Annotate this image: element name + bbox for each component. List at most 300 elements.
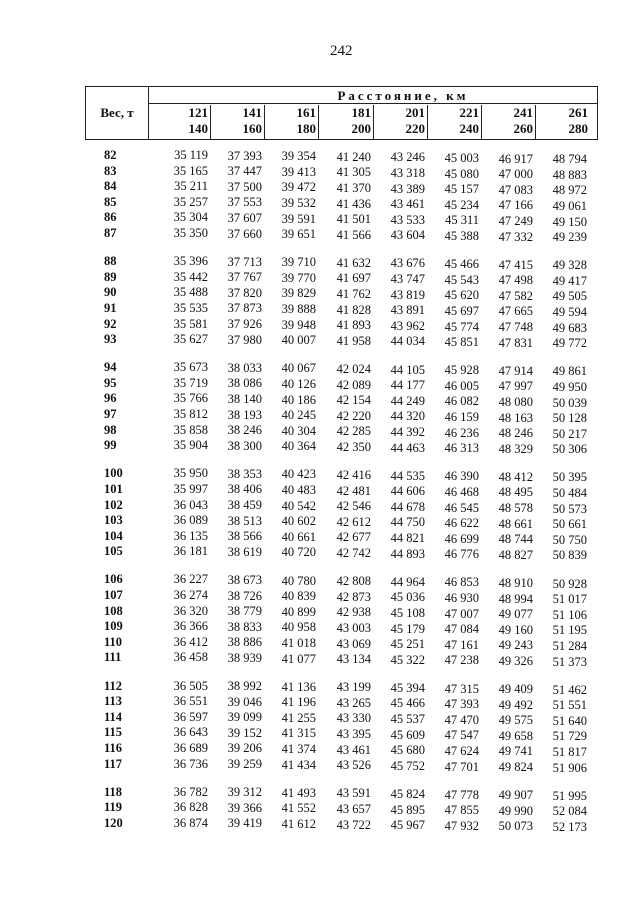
value-cell: 43 722 [336,817,371,832]
value-cell: 46 005 [444,378,479,393]
weight-cell: 93 [104,332,117,347]
value-cell: 42 220 [336,408,371,423]
value-cell: 36 366 [173,619,208,634]
table-row [0,603,640,622]
value-cell: 39 354 [281,149,316,164]
range-to: 200 [351,121,371,136]
value-cell: 50 039 [552,395,587,410]
value-cell: 37 500 [227,179,262,194]
value-cell: 48 883 [552,167,587,182]
value-cell: 47 624 [444,743,479,758]
value-cell: 39 259 [227,757,262,772]
value-cell: 50 573 [552,501,587,516]
value-cell: 44 463 [390,440,425,455]
table-row [0,634,640,653]
range-from: 181 [351,105,371,120]
table-row [0,254,640,273]
value-cell: 43 891 [390,303,425,318]
table-row [0,194,640,213]
value-cell: 35 719 [173,375,208,390]
value-cell: 37 607 [227,210,262,225]
range-to: 240 [459,121,479,136]
value-cell: 47 084 [444,622,479,637]
value-cell: 47 914 [498,363,533,378]
value-cell: 41 893 [336,318,371,333]
value-cell: 48 080 [498,394,533,409]
value-cell: 42 808 [336,574,371,589]
value-cell: 40 186 [281,392,316,407]
value-cell: 48 994 [498,591,533,606]
value-cell: 48 412 [498,469,533,484]
value-cell: 43 318 [390,165,425,180]
value-cell: 43 330 [336,711,371,726]
value-cell: 45 680 [390,743,425,758]
value-cell: 39 312 [227,785,262,800]
value-cell: 45 609 [390,727,425,742]
value-cell: 40 483 [281,483,316,498]
value-cell: 49 575 [498,713,533,728]
weight-cell: 92 [104,316,117,331]
weight-cell: 84 [104,179,117,194]
weight-cell: 116 [104,740,123,755]
value-cell: 47 007 [444,606,479,621]
value-cell: 36 135 [173,528,208,543]
value-cell: 42 612 [336,514,371,529]
value-cell: 47 166 [498,198,533,213]
value-cell: 35 858 [173,422,208,437]
value-cell: 49 409 [498,682,533,697]
value-cell: 44 750 [390,515,425,530]
value-cell: 36 597 [173,709,208,724]
value-cell: 49 741 [498,744,533,759]
value-cell: 51 106 [552,607,587,622]
value-cell: 41 632 [336,255,371,270]
page-number: 242 [330,43,353,59]
value-cell: 49 824 [498,760,533,775]
value-cell: 51 729 [552,729,587,744]
value-cell: 38 086 [227,376,262,391]
value-cell: 40 839 [281,589,316,604]
table-row [0,694,640,713]
value-cell: 45 251 [390,637,425,652]
value-cell: 49 594 [552,305,587,320]
range-to: 140 [188,121,208,136]
value-cell: 43 819 [390,287,425,302]
value-cell: 39 770 [281,270,316,285]
value-cell: 47 778 [444,787,479,802]
value-cell: 47 000 [498,167,533,182]
value-cell: 46 236 [444,425,479,440]
value-cell: 47 315 [444,681,479,696]
distance-column-header [319,105,374,139]
value-cell: 46 776 [444,547,479,562]
weight-cell: 89 [104,269,117,284]
table-row [0,422,640,441]
value-cell: 42 938 [336,605,371,620]
value-cell: 36 181 [173,544,208,559]
value-cell: 40 304 [281,423,316,438]
value-cell: 37 767 [227,270,262,285]
value-cell: 40 007 [281,333,316,348]
value-cell: 36 274 [173,588,208,602]
value-cell: 49 417 [552,273,587,288]
value-cell: 38 140 [227,391,262,406]
value-cell: 47 249 [498,213,533,228]
value-cell: 35 766 [173,391,208,406]
range-from: 241 [513,105,533,120]
value-cell: 37 820 [227,285,262,300]
value-cell: 42 285 [336,424,371,439]
value-cell: 47 415 [498,257,533,272]
value-cell: 39 206 [227,741,262,756]
value-cell: 42 154 [336,393,371,408]
value-cell: 47 665 [498,304,533,319]
weight-cell: 94 [104,360,117,375]
table-row [0,756,640,775]
value-cell: 42 416 [336,468,371,483]
range-to: 260 [513,121,533,136]
value-cell: 43 389 [390,181,425,196]
weight-cell: 90 [104,285,117,300]
value-cell: 41 018 [281,635,316,650]
weight-cell: 91 [104,300,117,315]
range-to: 180 [296,121,316,136]
table-row [0,179,640,198]
value-cell: 48 578 [498,501,533,516]
range-from: 221 [459,105,479,120]
table-row [0,226,640,245]
value-cell: 50 928 [552,576,587,591]
table-row [0,481,640,501]
value-cell: 52 173 [552,819,587,834]
value-cell: 43 246 [390,150,425,165]
value-cell: 37 660 [227,226,262,241]
value-cell: 45 967 [390,818,425,833]
distance-column-header [211,105,265,139]
value-cell: 36 782 [173,784,208,799]
value-cell: 49 861 [552,364,587,379]
value-cell: 43 962 [390,318,425,333]
value-cell: 39 413 [281,164,316,179]
value-cell: 48 329 [498,441,533,456]
table-row [0,725,640,744]
weight-cell: 114 [104,709,123,724]
value-cell: 43 747 [390,272,425,287]
value-cell: 35 535 [173,300,208,315]
value-cell: 40 661 [281,529,316,544]
weight-cell: 112 [104,678,123,693]
value-cell: 38 673 [227,572,262,587]
value-cell: 36 551 [173,694,208,709]
value-cell: 46 313 [444,441,479,456]
value-cell: 40 423 [281,467,316,482]
value-cell: 48 495 [498,485,533,500]
value-cell: 39 888 [281,302,316,317]
value-cell: 40 899 [281,604,316,619]
value-cell: 43 591 [336,786,371,801]
weight-cell: 118 [104,784,123,799]
value-cell: 41 315 [281,726,316,741]
weight-cell: 115 [104,725,123,740]
value-cell: 40 602 [281,514,316,529]
value-cell: 40 542 [281,498,316,513]
value-cell: 35 257 [173,194,208,209]
value-cell: 49 990 [498,803,533,818]
weight-cell: 85 [104,194,117,209]
range-from: 201 [405,105,425,120]
value-cell: 41 196 [281,695,316,710]
range-from: 141 [242,105,262,120]
value-cell: 46 082 [444,394,479,409]
value-cell: 41 305 [336,165,371,180]
weight-cell: 102 [104,497,123,512]
distance-column-header [374,105,428,139]
range-to: 280 [568,121,588,136]
value-cell: 49 326 [498,653,533,668]
value-cell: 49 150 [552,214,587,229]
value-cell: 48 972 [552,183,587,198]
value-cell: 51 195 [552,623,587,638]
value-cell: 43 461 [390,197,425,212]
table-row [0,740,640,760]
value-cell: 45 895 [390,802,425,817]
value-cell: 38 833 [227,619,262,634]
value-cell: 36 736 [173,756,208,771]
value-cell: 36 643 [173,725,208,740]
value-cell: 39 710 [281,255,316,270]
value-cell: 36 227 [173,572,208,587]
value-cell: 39 046 [227,694,262,709]
value-cell: 49 658 [498,728,533,743]
value-cell: 41 255 [281,710,316,725]
weight-cell: 111 [104,650,122,665]
value-cell: 50 395 [552,470,587,485]
value-cell: 45 774 [444,319,479,334]
table-row [0,784,640,803]
value-cell: 49 077 [498,607,533,622]
weight-cell: 83 [104,163,117,178]
value-cell: 41 958 [336,333,371,348]
value-cell: 50 217 [552,426,587,441]
distance-column-header [428,105,482,139]
value-cell: 46 930 [444,591,479,605]
table-row [0,588,640,607]
value-cell: 36 089 [173,513,208,528]
value-cell: 48 246 [498,426,533,441]
value-cell: 39 591 [281,211,316,226]
value-cell: 47 997 [498,379,533,394]
value-cell: 41 374 [281,742,316,757]
weight-cell: 105 [104,544,123,559]
value-cell: 51 462 [552,682,587,697]
value-cell: 35 488 [173,285,208,300]
range-from: 161 [296,105,316,120]
value-cell: 38 353 [227,466,262,481]
value-cell: 45 466 [390,696,425,711]
value-cell: 51 817 [552,745,587,760]
value-cell: 43 265 [336,695,371,710]
value-cell: 40 245 [281,408,316,423]
table-row [0,148,640,167]
table-row [0,678,640,697]
value-cell: 37 873 [227,301,262,316]
weight-column-header: Вес, т [86,87,149,139]
weight-cell: 103 [104,513,123,528]
value-cell: 35 673 [173,360,208,375]
value-cell: 41 612 [281,816,316,831]
value-cell: 45 466 [444,257,479,272]
table-row [0,407,640,426]
value-cell: 42 677 [336,530,371,545]
value-cell: 44 105 [390,362,425,377]
value-cell: 47 238 [444,653,479,668]
value-cell: 47 393 [444,697,479,712]
value-cell: 41 828 [336,302,371,317]
value-cell: 45 851 [444,335,479,350]
weight-cell: 104 [104,528,123,543]
value-cell: 42 089 [336,377,371,392]
table-row [0,709,640,728]
distance-column-header [265,105,319,139]
table-row [0,544,640,563]
value-cell: 35 812 [173,407,208,421]
value-cell: 47 161 [444,637,479,652]
value-cell: 41 697 [336,271,371,286]
value-cell: 52 084 [552,804,587,819]
value-cell: 47 701 [444,759,479,774]
value-cell: 45 752 [390,758,425,773]
value-cell: 44 034 [390,334,425,349]
value-cell: 36 458 [173,650,208,665]
weight-cell: 99 [104,438,117,453]
value-cell: 47 748 [498,320,533,335]
value-cell: 45 322 [390,652,425,667]
value-cell: 38 513 [227,513,262,528]
value-cell: 45 036 [390,590,425,605]
value-cell: 50 750 [552,532,587,547]
weight-cell: 108 [104,603,123,618]
value-cell: 43 604 [390,228,425,243]
value-cell: 41 436 [336,196,371,211]
value-cell: 51 551 [552,698,587,713]
distance-column-header [482,105,536,139]
value-cell: 45 928 [444,363,479,378]
value-cell: 46 853 [444,575,479,590]
weight-cell: 106 [104,572,123,587]
value-cell: 51 640 [552,713,587,728]
value-cell: 37 713 [227,254,262,269]
table-row [0,375,640,394]
value-cell: 46 622 [444,516,479,531]
table-row [0,528,640,547]
value-cell: 39 829 [281,286,316,301]
weight-cell: 88 [104,254,117,269]
value-cell: 44 893 [390,546,425,561]
weight-cell: 110 [104,634,123,649]
table-row [0,800,640,819]
value-cell: 40 126 [281,376,316,391]
value-cell: 45 108 [390,605,425,620]
value-cell: 35 165 [173,163,208,178]
value-cell: 39 419 [227,816,262,831]
value-cell: 45 234 [444,197,479,212]
value-cell: 47 582 [498,288,533,303]
value-cell: 45 179 [390,621,425,636]
value-cell: 51 017 [552,592,587,607]
value-cell: 45 620 [444,288,479,303]
value-cell: 38 939 [227,650,262,665]
value-cell: 39 651 [281,227,316,242]
value-cell: 37 926 [227,317,262,332]
range-from: 261 [568,105,588,120]
value-cell: 46 699 [444,531,479,546]
value-cell: 50 073 [498,819,533,834]
value-cell: 45 157 [444,182,479,197]
weight-cell: 113 [104,694,123,709]
value-cell: 42 024 [336,361,371,376]
weight-cell: 100 [104,466,123,481]
value-cell: 35 627 [173,332,208,347]
table-row [0,497,640,516]
value-cell: 49 239 [552,230,587,245]
weight-cell: 120 [104,815,123,830]
value-cell: 51 373 [552,654,587,669]
weight-cell: 98 [104,422,117,437]
value-cell: 48 794 [552,152,587,167]
value-cell: 41 552 [281,801,316,816]
weight-cell: 97 [104,407,117,421]
value-cell: 43 533 [390,212,425,227]
value-cell: 49 243 [498,638,533,653]
value-cell: 36 043 [173,497,208,512]
value-cell: 40 720 [281,545,316,560]
value-cell: 47 083 [498,182,533,197]
value-cell: 43 134 [336,652,371,667]
value-cell: 50 306 [552,442,587,457]
value-cell: 43 657 [336,801,371,816]
value-cell: 49 160 [498,622,533,637]
table-row [0,285,640,304]
value-cell: 45 080 [444,166,479,181]
value-cell: 44 320 [390,409,425,424]
weight-cell: 107 [104,588,123,602]
range-to: 160 [242,121,262,136]
value-cell: 46 159 [444,410,479,424]
value-cell: 39 948 [281,317,316,332]
value-cell: 45 311 [445,213,479,228]
value-cell: 38 246 [227,423,262,438]
distance-column-header [536,105,590,139]
distance-header: Расстояние, км [149,87,597,104]
weight-cell: 117 [104,756,123,771]
value-cell: 39 532 [281,195,316,210]
value-cell: 42 481 [336,483,371,498]
table-row [0,316,640,335]
value-cell: 43 003 [336,620,371,635]
value-cell: 35 904 [173,438,208,453]
value-cell: 44 392 [390,424,425,439]
value-cell: 48 661 [498,516,533,531]
value-cell: 50 128 [552,411,587,426]
value-cell: 48 163 [498,410,533,425]
value-cell: 46 468 [444,484,479,499]
value-cell: 42 350 [336,439,371,454]
value-cell: 44 535 [390,468,425,483]
value-cell: 49 772 [552,336,587,351]
weight-cell: 95 [104,375,117,390]
value-cell: 36 828 [173,800,208,815]
value-cell: 47 498 [498,273,533,288]
